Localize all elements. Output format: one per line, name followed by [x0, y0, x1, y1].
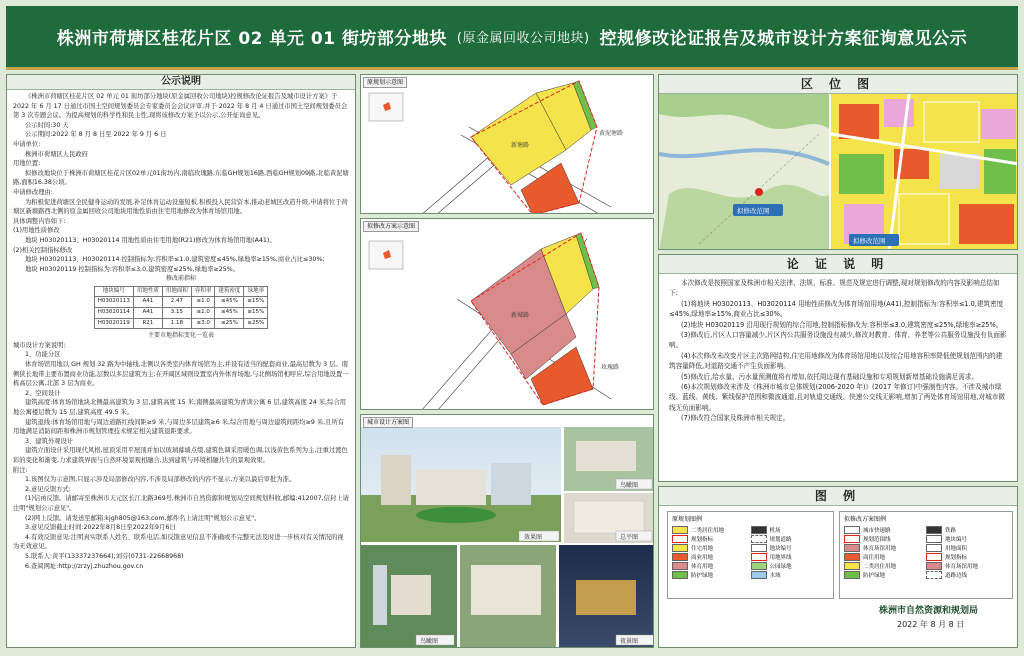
table-row [94, 308, 268, 319]
table-cell: ≤45% [215, 308, 244, 319]
table-title: 修改前指标 [165, 275, 196, 283]
legend-item: 二类居住用地 [863, 563, 897, 570]
legend-left-title: 原规划图例 [672, 516, 703, 523]
legend-item: 商业用地 [691, 554, 714, 561]
title-tail: 控规修改论证报告及城市设计方案征询意见公示 [599, 29, 968, 49]
legend-item: 防护绿地 [691, 572, 714, 579]
table-cell: H03020113 [94, 297, 133, 308]
note2a: (1)信函反馈。请邮寄至株洲市天元区长江北路369号,株洲市自然资源和规划局空间规划科收,邮编:412007,信封上请注明"规划公示意见"。 [13, 495, 349, 512]
modified-plan-panel [360, 218, 654, 410]
legend-item: 道路边线 [945, 572, 968, 579]
table-cell: A41 [133, 308, 162, 319]
legend-heading: 图 例 [659, 487, 1017, 506]
note4: 4.有效反馈意见:注明真实联系人姓名、联系电话,如反馈意见信息不准确或不完整无法及时进一步核对有关情况的视为无效意见。 [13, 533, 344, 551]
table-cell: A41 [133, 297, 162, 308]
item1-label: (1)用地性质修改 [13, 227, 60, 235]
argument-item-7: (7)修改符合国家及株洲市相关规定。 [681, 414, 790, 423]
design-label: 城市设计方案说明: [13, 341, 66, 349]
table-header-cell: 地块编号 [94, 286, 133, 297]
note-label: 附注: [13, 466, 28, 474]
design3-label: 3、建筑外观设计 [25, 437, 74, 445]
legend-item: 规划指标 [945, 554, 968, 561]
argument-item-3: (3)修改后,片区人口容量减少,片区内公共服务设施没有减少,修改对教育、体育、养老等公共服务设施没有负面影响。 [669, 331, 1007, 350]
note3: 3.意见反馈截止时间:2022年8月8日至2022年9月6日 [25, 524, 176, 532]
road-label: 新城路 [511, 312, 530, 319]
design1-label: 1、功能分区 [25, 351, 61, 359]
argument-item-6: (6)本次规划修改未涉及《株洲市城市总体规划(2006-2020 年)》(2017 年修订)中强制性内容。不涉及城市绿线、蓝线、黄线、紫线保护范围和微波通道,且对轨道交通线、快速公交线无影响,增加了两处体育场馆用地,对城市微线无负面影响。 [669, 383, 1005, 412]
legend-right-title: 拟修改方案图例 [844, 516, 887, 523]
road-label: 玫瑰路 [601, 364, 620, 371]
note6: 6.查阅网址:http://zrzyj.zhuzhou.gov.cn [25, 562, 144, 570]
notice-dates: 公示期间:2022 年 8 月 8 日至 2022 年 9 月 6 日 [25, 131, 167, 139]
legend-item: 规划道路 [769, 536, 792, 543]
night-label: 夜景图 [620, 638, 639, 645]
title-main: 株洲市荷塘区桂花片区 02 单元 01 街坊部分地块 [56, 29, 447, 49]
original-plan-panel [360, 74, 654, 214]
legend-item: 铁路 [945, 527, 957, 534]
design2b-text: 建筑退线:体育场馆用地与周边道路红线间距≥9 米,与周边多层建筑≥6 米,综合用地与周边建筑间距均≥9 米,且所有用地满足消防间距和株洲市规划管理技术规定相关建筑退距要求。 [13, 418, 345, 436]
footer-date: 2022 年 8 月 8 日 [897, 620, 965, 629]
argument-item-2: (2)地块 H03020119 沿用现行规划的综合用地,控制指标修改为:容积率≤3.0,建筑密度≤25%,绿地率≥25%。 [681, 320, 1003, 329]
content-label: 具体调整内容如下: [13, 217, 66, 225]
table-header-cell: 用地性质 [133, 286, 162, 297]
notice-panel [6, 74, 356, 648]
legend-item: 用地界线 [769, 554, 792, 561]
legend-item: 城市快速路 [863, 527, 891, 534]
legend-item: 体育场馆用地 [945, 563, 979, 570]
legend-item: 防护绿地 [863, 572, 886, 579]
table-cell: ≥15% [244, 308, 268, 319]
table-cell: 3.15 [162, 308, 191, 319]
legend-item: 规划范围线 [863, 536, 891, 543]
footer-org: 株洲市自然资源和规划局 [879, 606, 979, 616]
legend-item: 体育场馆用地 [863, 545, 897, 552]
legend-item: 商住用地 [863, 554, 886, 561]
argument-item-4: (4)本次修改未改变片区主次路网结构,住宅用地修改为体育场馆用地以及综合用地容积率降低使规划范围内的建筑容量降低,对道路交通不产生负面影响。 [669, 351, 1003, 371]
legend-item: 二类居住用地 [691, 527, 725, 534]
marker-label-1: 拟修改范围 [737, 207, 770, 215]
location-heading: 区 位 图 [659, 75, 1017, 94]
legend-item: 用地面积 [945, 545, 968, 552]
item2a-text: 地块 H03020113、H03020114 控制指标为:容积率≤1.0,建筑密度≤45%,绿地率≥15%,商业占比≤30%; [25, 256, 325, 264]
argument-panel [658, 254, 1018, 482]
table-header-cell: 容积率 [191, 286, 215, 297]
road-label: 黄泥塘路 [599, 130, 624, 137]
notice-period: 公示时间:30 天 [25, 121, 69, 129]
design1-text: 体育场馆用地以 GH 规划 32 路为中轴线,北侧以各类室内体育场馆为主,并设有适当的配套商业,最高层数为 3 层。南侧狭长地带主要布置商业功能,层数以多层建筑为主;在开阔区域则设置室内外体育场地,与北侧场馆相呼应,综合用地设置一栋高层公寓,北部 3 层为商业。 [13, 361, 349, 388]
note5: 5.联系人:黄平(13337237664);刘芬(0731-22668968) [25, 552, 184, 560]
table-cell: ≤3.0 [191, 318, 215, 329]
location-map [659, 94, 1018, 250]
location-panel [658, 74, 1018, 250]
original-plan-map [361, 75, 654, 214]
note2-label: 2.意见反馈方式: [25, 485, 71, 493]
aerial-label: 鸟瞰图 [420, 638, 439, 645]
table-header-cell: 用地面积 [162, 286, 191, 297]
marker-label-2: 拟修改范围 [853, 237, 886, 245]
legend-item: 规划指标 [691, 536, 714, 543]
legend-left [667, 511, 834, 599]
applicant: 株洲市荷塘区人民政府 [25, 150, 88, 158]
design-renderings [361, 415, 654, 648]
birdseye-label: 鸟瞰图 [620, 482, 639, 489]
total-label: 总平图 [620, 534, 639, 541]
table-cell: ≤25% [215, 318, 244, 329]
applicant-label: 申请单位: [13, 140, 41, 148]
table-cell: ≤1.0 [191, 308, 215, 319]
modified-plan-label: 拟修改方案示意图 [363, 221, 419, 232]
table-cell: ≥25% [244, 318, 268, 329]
table-cell: R21 [133, 318, 162, 329]
note2b: (2)网上反馈。请发送至邮箱:kjgh805@163.com,邮件名上请注明"规划公示意见"。 [25, 514, 261, 522]
table-cell: 1.18 [162, 318, 191, 329]
table-row [94, 318, 268, 329]
table-cell: H03020114 [94, 308, 133, 319]
title-sub: (原金属回收公司地块) [456, 31, 590, 46]
table-header-row [94, 286, 268, 297]
argument-item-1: (1)将地块 H03020113、H03020114 用地性质修改为体育场馆用地(A41),控制指标为:容积率≤1.0,建筑密度≤45%,绿地率≥15%,商业占比≤30%。 [669, 299, 1004, 319]
legend-item: 体育用地 [691, 563, 714, 570]
location-text: 拟修改地块位于株洲市荷塘区桂花片区02单元01街坊内,南临玫瑰路,东临GH规划16路,西临GH规划09路,北临黄泥塘路,面积16.38公顷。 [13, 169, 349, 187]
legend-panel [658, 486, 1018, 648]
design-panel [360, 414, 654, 648]
effect-label: 效果图 [524, 534, 543, 541]
modified-plan-map [361, 219, 654, 410]
item2-label: (2)相关控制指标修改 [13, 246, 73, 254]
design2-text: 建筑高度:体育场馆地块北侧最高建筑为 3 层,建筑高度 15 米;南侧最高建筑为青训公寓 6 层,建筑高度 24 米,综合用地公寓楼层数为 15 层,建筑高度 49.5 米。 [13, 399, 347, 416]
location-label: 用地位置: [13, 160, 41, 168]
legend-item: 住宅用地 [691, 545, 714, 552]
legend-item: 地块编号 [945, 536, 968, 543]
legend-right [839, 511, 1013, 599]
legend-item: 地块编号 [769, 545, 792, 552]
legend-item: 机场 [769, 527, 781, 534]
necessity-label: 申请修改理由: [13, 188, 53, 196]
title-bar [6, 6, 1018, 70]
necessity-text: 为积极促进荷塘区全民健身运动的发展,补足体育运动设施短板,积极投入民营资本,推动老城区改造升级,申请将位于荷塘区新塘路西北侧的原金属回收公司地块用地性质由住宅用地修改为体育场馆用地。 [13, 198, 348, 216]
notice-heading: 公示说明 [7, 75, 355, 90]
legend-item: 公园绿地 [769, 563, 792, 570]
note1: 1.该图仅为示意图,只显示涉及局部修改内容,不涉及局部修改的内容不显示,方案以最后审批为准。 [25, 476, 296, 484]
design-label: 城市设计方案图 [363, 417, 413, 428]
table-cell: ≥15% [244, 297, 268, 308]
legend-item: 水域 [769, 572, 781, 579]
design3-text: 建筑立面设计采用现代风格,屋顶采用平屋顶并加以玻璃幕墙点缀,建筑色调采用暖色调,以浅黄色系列为主,注重过渡色彩的变化和渐变,力求建筑界面与自然环境景观相融合,达到建筑与环境相融共生的景观效果。 [13, 447, 348, 464]
argument-item-5: (5)修改后,给水量、污水量预测值将有增加,依托周边现有基础设施和专项规划新增基础设施满足需求。 [681, 372, 979, 381]
notice-intro: 《株洲市荷塘区桂花片区 02 单元 01 街坊部分地块(原金属回收公司地块)控规修改论证报告及城市设计方案》于 2022 年 6 月 17 日通过市国土空间规划委员会专家委员会会议评审,并于 2022 年 8 月 4 日通过市国土空间规划委员会第 3 次专题会议。为提高规划的科学性和民主性,现将该修改方案予以公示,公开征询意见。 [13, 93, 348, 120]
original-plan-label: 原规划示意图 [363, 77, 407, 88]
road-label: 新塘路 [511, 142, 530, 149]
argument-lead: 本次修改是按照国家及株洲市相关法律、法规、标准、规范及规定进行调整,现对规划修改的内容及影响总结如下: [669, 279, 1000, 298]
table2-title: 主要市地指标变化一览表 [147, 332, 214, 340]
table-header-cell: 绿地率 [244, 286, 268, 297]
table-row [94, 297, 268, 308]
table-cell: 2.47 [162, 297, 191, 308]
table-cell: ≤45% [215, 297, 244, 308]
table-cell: H03020119 [94, 318, 133, 329]
item2b-text: 地块 H03020119 控制指标为:容积率≤3.0,建筑密度≤25%,绿地率≥25%。 [25, 265, 240, 273]
item1-text: 地块 H03020113、H03020114 用地性质由住宅用地(R21)修改为体育场馆用地(A41)。 [25, 236, 276, 244]
table-header-cell: 建筑密度 [215, 286, 244, 297]
design2-label: 2、空间设计 [25, 389, 61, 397]
argument-heading: 论 证 说 明 [659, 255, 1017, 274]
table-cell: ≤1.0 [191, 297, 215, 308]
index-table [94, 286, 269, 329]
